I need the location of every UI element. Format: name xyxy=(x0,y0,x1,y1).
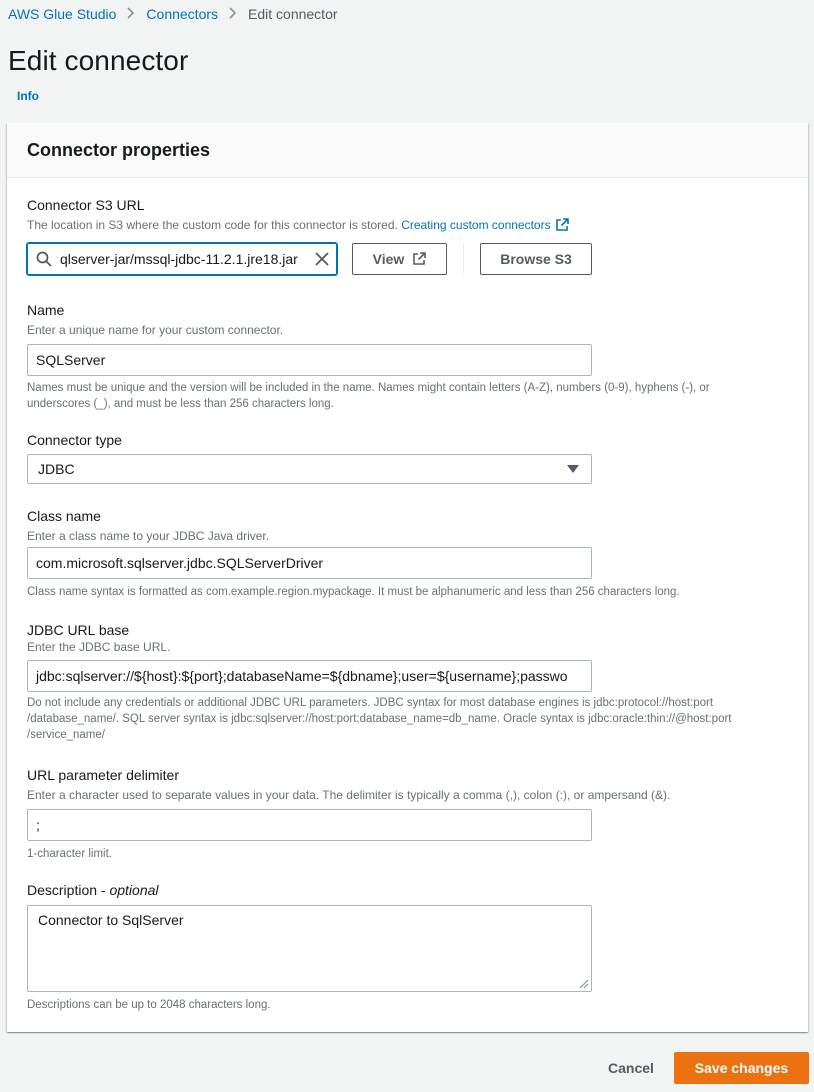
delimiter-hint: 1-character limit. xyxy=(27,848,112,860)
name-input[interactable]: SQLServer xyxy=(27,344,592,376)
jdbc-url-hint: Do not include any credentials or additional JDBC URL parameters. JDBC syntax for most database engines is jdbc:protocol://host:port /database_name/. SQL server syntax is jdbc:sqlserver://host:port;database_name=db_name. Oracle syntax is jdbc:oracle:thin://@host:port /service_name/ xyxy=(27,697,732,741)
breadcrumb-connectors[interactable]: Connectors xyxy=(146,6,219,22)
external-link-icon xyxy=(555,218,569,232)
description-textarea[interactable] xyxy=(27,905,592,992)
chevron-right-icon xyxy=(228,6,238,23)
caret-down-icon xyxy=(567,465,579,473)
info-link[interactable]: Info xyxy=(17,89,39,103)
jdbc-url-input[interactable]: jdbc:sqlserver://${host}:${port};databaseName=${dbname};user=${username};passwo xyxy=(27,660,592,692)
save-changes-button[interactable]: Save changes xyxy=(674,1052,809,1084)
connector-type-field xyxy=(27,431,592,484)
s3-url-input[interactable] xyxy=(27,243,337,275)
connector-type-label: Connector type xyxy=(27,432,122,448)
class-name-hint: Class name syntax is formatted as com.example.region.mypackage. It must be alphanumeric and less than 256 characters long. xyxy=(27,586,680,598)
creating-custom-connectors-link[interactable] xyxy=(401,218,568,232)
delimiter-field xyxy=(27,766,787,862)
panel-header xyxy=(7,123,808,178)
s3-url-label: Connector S3 URL xyxy=(27,197,145,213)
clear-icon[interactable] xyxy=(314,251,330,267)
creating-custom-connectors-link-text: Creating custom connectors xyxy=(401,218,551,232)
delimiter-input[interactable]: ; xyxy=(27,809,592,841)
description-label-text: Description - xyxy=(27,882,110,898)
optional-label: optional xyxy=(109,882,159,898)
vertical-divider xyxy=(463,243,464,275)
name-description: Enter a unique name for your custom connector. xyxy=(27,323,284,337)
name-field xyxy=(27,301,787,412)
connector-type-value: JDBC xyxy=(38,461,75,477)
breadcrumb-current: Edit connector xyxy=(248,6,338,22)
connector-type-select[interactable] xyxy=(27,454,592,484)
search-icon xyxy=(36,251,52,267)
jdbc-url-description: Enter the JDBC base URL. xyxy=(27,640,171,654)
description-hint: Descriptions can be up to 2048 characters long. xyxy=(27,999,271,1011)
name-hint: Names must be unique and the version will be included in the name. Names might contain letters (A-Z), numbers (0-9), hyphens (-), or underscores (_), and must be less than 256 characters long. xyxy=(27,382,710,410)
external-link-icon xyxy=(412,252,426,266)
delimiter-label: URL parameter delimiter xyxy=(27,767,179,783)
s3-url-description-text: The location in S3 where the custom code for this connector is stored. xyxy=(27,218,398,232)
panel-title: Connector properties xyxy=(27,140,211,160)
description-field xyxy=(27,881,787,1013)
view-button[interactable] xyxy=(352,243,447,275)
class-name-description: Enter a class name to your JDBC Java driver. xyxy=(27,529,270,543)
delimiter-description: Enter a character used to separate values in your data. The delimiter is typically a comma (,), colon (:), or ampersand (&). xyxy=(27,788,671,802)
class-name-label: Class name xyxy=(27,508,101,524)
chevron-right-icon xyxy=(126,6,136,23)
s3-url-value: qlserver-jar/mssql-jdbc-11.2.1.jre18.jar xyxy=(60,251,298,267)
name-label: Name xyxy=(27,302,65,318)
cancel-button[interactable]: Cancel xyxy=(608,1060,654,1076)
s3-url-row xyxy=(27,243,787,275)
browse-s3-button[interactable]: Browse S3 xyxy=(480,243,592,275)
jdbc-url-label: JDBC URL base xyxy=(27,622,130,638)
class-name-field xyxy=(27,507,787,600)
s3-url-description xyxy=(27,217,787,233)
description-value: Connector to SqlServer xyxy=(38,912,184,928)
s3-url-field xyxy=(27,196,787,275)
jdbc-url-field xyxy=(27,621,787,743)
connector-properties-panel xyxy=(7,123,808,1032)
breadcrumb xyxy=(8,5,338,23)
class-name-input[interactable]: com.microsoft.sqlserver.jdbc.SQLServerDriver xyxy=(27,547,592,579)
page-title: Edit connector xyxy=(8,45,189,76)
breadcrumb-aws-glue-studio[interactable]: AWS Glue Studio xyxy=(8,6,117,22)
description-label xyxy=(27,881,787,899)
view-button-label: View xyxy=(372,251,405,267)
resize-grip-icon[interactable] xyxy=(577,977,589,989)
